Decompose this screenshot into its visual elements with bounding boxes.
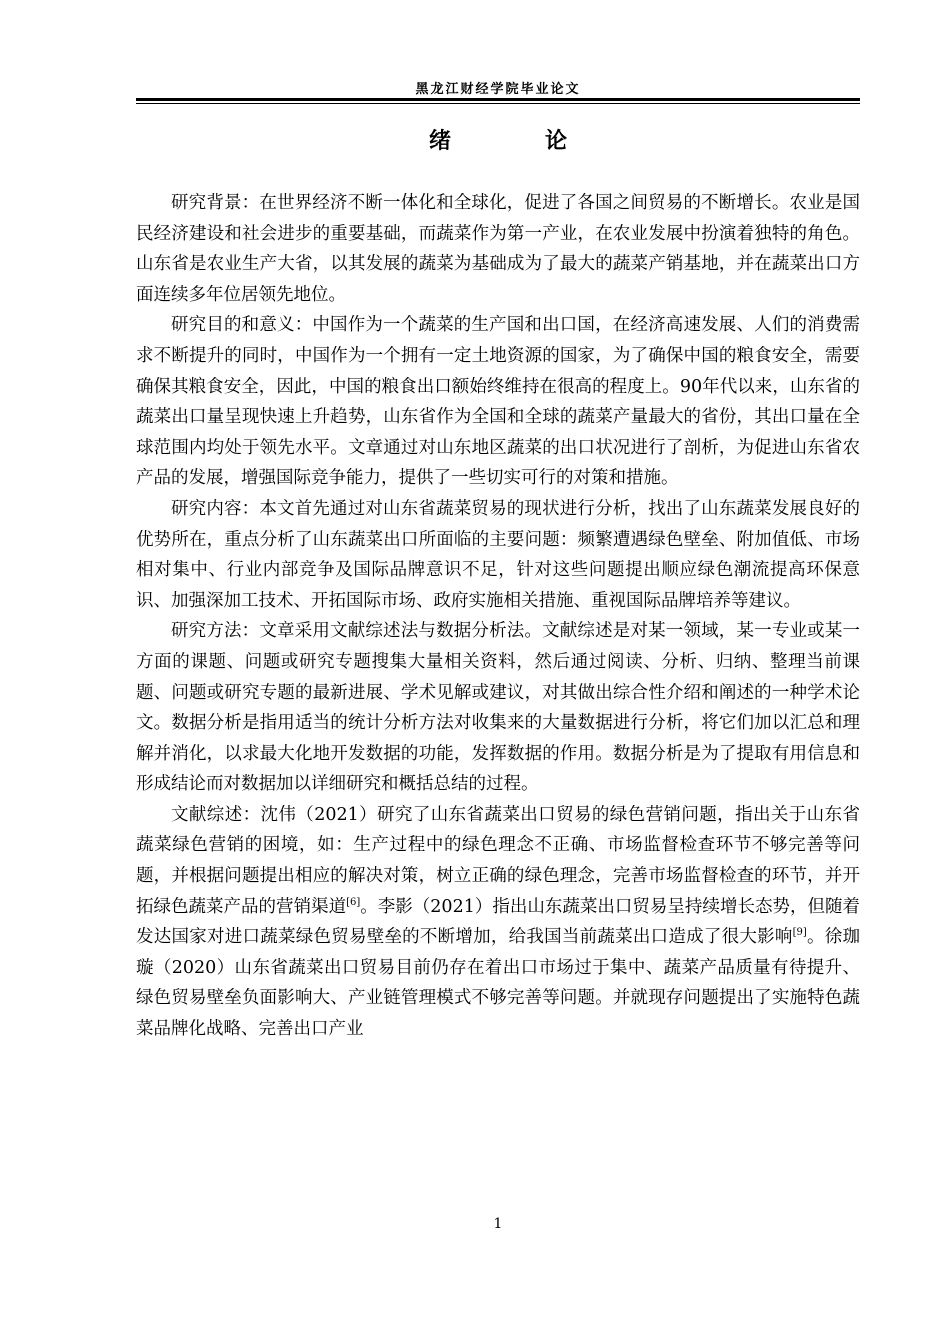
- citation-ref: [9]: [792, 927, 807, 939]
- header-rule-thin: [136, 103, 860, 104]
- paragraph-literature-review: [136, 800, 860, 1045]
- literature-text-part-1: 文献综述：沈伟（2021）研究了山东省蔬菜出口贸易的绿色营销问题，指出关于山东省蔬菜绿色营销的困境，如：生产过程中的绿色理念不正确、市场监督检查环节不够完善等问题，并根据问题提出相应的解决对策，树立正确的绿色理念，完善市场监督检查的环节，并开拓绿色蔬菜产品的营销渠道: [136, 804, 860, 917]
- literature-text-part-3: 。徐珈璇（2020）山东省蔬菜出口贸易目前仍存在着出口市场过于集中、蔬菜产品质量有待提升、绿色贸易壁垒负面影响大、产业链管理模式不够完善等问题。并就现存问题提出了实施特色蔬菜品牌化战略、完善出口产业: [136, 927, 861, 1040]
- page-number: 1: [493, 1216, 503, 1232]
- paragraph-content: 研究内容：本文首先通过对山东省蔬菜贸易的现状进行分析，找出了山东蔬菜发展良好的优势所在，重点分析了山东蔬菜出口所面临的主要问题：频繁遭遇绿色壁垒、附加值低、市场相对集中、行业内部竞争及国际品牌意识不足，针对这些问题提出顺应绿色潮流提高环保意识、加强深加工技术、开拓国际市场、政府实施相关措施、重视国际品牌培养等建议。: [136, 498, 860, 611]
- paragraph-background: 研究背景：在世界经济不断一体化和全球化，促进了各国之间贸易的不断增长。农业是国民经济建设和社会进步的重要基础，而蔬菜作为第一产业，在农业发展中扮演着独特的角色。山东省是农业生产大省，以其发展的蔬菜为基础成为了最大的蔬菜产销基地，并在蔬菜出口方面连续多年位居领先地位。: [136, 193, 860, 305]
- paragraph-method: 研究方法：文章采用文献综述法与数据分析法。文献综述是对某一领域，某一专业或某一方面的课题、问题或研究专题搜集大量相关资料，然后通过阅读、分析、归纳、整理当前课题、问题或研究专题的最新进展、学术见解或建议，对其做出综合性介绍和阐述的一种学术论文。数据分析是指用适当的统计分析方法对收集来的大量数据进行分析，将它们加以汇总和理解并消化，以求最大化地开发数据的功能，发挥数据的作用。数据分析是为了提取有用信息和形成结论而对数据加以详细研究和概括总结的过程。: [136, 621, 860, 795]
- citation-ref: [6]: [346, 896, 361, 908]
- running-header: 黑龙江财经学院毕业论文: [415, 82, 581, 97]
- body-text: [136, 188, 860, 1045]
- chapter-title: 绪 论: [428, 128, 603, 154]
- header-rule-thick: [136, 98, 860, 101]
- literature-text-part-2: 。李影（2021）指出山东蔬菜出口贸易呈持续增长态势，但随着发达国家对进口蔬菜绿色贸易壁垒的不断增加，给我国当前蔬菜出口造成了很大影响: [136, 896, 860, 948]
- paragraph-purpose: 研究目的和意义：中国作为一个蔬菜的生产国和出口国，在经济高速发展、人们的消费需求不断提升的同时，中国作为一个拥有一定土地资源的国家，为了确保中国的粮食安全，需要确保其粮食安全，因此，中国的粮食出口额始终维持在很高的程度上。90年代以来，山东省的蔬菜出口量呈现快速上升趋势，山东省作为全国和全球的蔬菜产量最大的省份，其出口量在全球范围内均处于领先水平。文章通过对山东地区蔬菜的出口状况进行了剖析，为促进山东省农产品的发展，增强国际竞争能力，提供了一些切实可行的对策和措施。: [136, 315, 860, 489]
